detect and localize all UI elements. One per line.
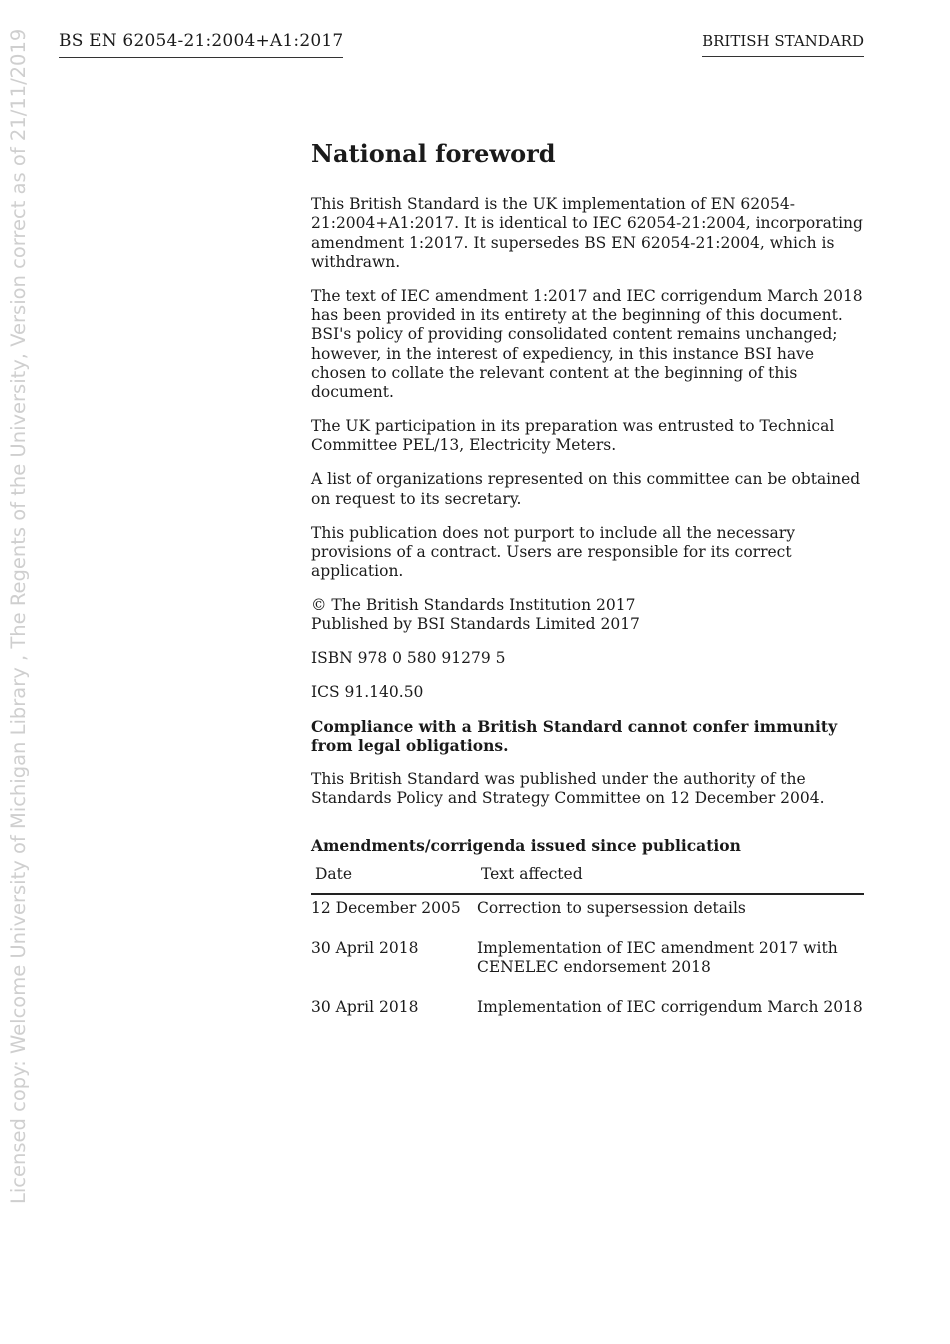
amendments-title: Amendments/corrigenda issued since publication	[311, 835, 741, 855]
row-text-affected: Implementation of IEC amendment 2017 with CENELEC endorsement 2018	[477, 938, 838, 976]
row-text-affected: Correction to supersession details	[477, 898, 746, 917]
table-row	[311, 994, 864, 1034]
paragraph-participation: The UK participation in its preparation was entrusted to Technical Committee PEL/13, Electricity Meters.	[311, 417, 835, 455]
authority-statement: This British Standard was published under the authority of the Standards Policy and Strategy Committee on 12 December 2004.	[311, 770, 825, 808]
isbn: ISBN 978 0 580 91279 5	[311, 649, 506, 668]
table-row	[311, 935, 864, 994]
license-watermark: Licensed copy: Welcome University of Michigan Library , The Regents of the University, Version correct as of 21/11/2019	[7, 28, 30, 1204]
row-date: 30 April 2018	[311, 997, 419, 1016]
paragraph-amendment-text: The text of IEC amendment 1:2017 and IEC corrigendum March 2018 has been provided in its entirety at the beginning of this document. BSI's policy of providing consolidated content remains unchanged; however, in the interest of expediency, in this instance BSI have chosen to collate the relevant content at the beginning of this document.	[311, 286, 863, 402]
document-id: BS EN 62054-21:2004+A1:2017	[59, 31, 343, 58]
copyright-line: © The British Standards Institution 2017	[311, 596, 636, 615]
table-header-row	[311, 863, 864, 894]
copyright-block	[311, 596, 871, 635]
column-header-date: Date	[311, 863, 477, 894]
series-label: BRITISH STANDARD	[702, 32, 864, 57]
paragraph-disclaimer: This publication does not purport to include all the necessary provisions of a contract. Users are responsible for its correct application.	[311, 523, 795, 581]
column-header-text-affected: Text affected	[477, 863, 864, 894]
ics-code: ICS 91.140.50	[311, 683, 424, 702]
page-title: National foreword	[311, 139, 556, 168]
row-date: 30 April 2018	[311, 938, 419, 957]
paragraph-implementation: This British Standard is the UK implementation of EN 62054-21:2004+A1:2017. It is identical to IEC 62054-21:2004, incorporating amendment 1:2017. It supersedes BS EN 62054-21:2004, which is withdrawn.	[311, 195, 863, 271]
foreword-content	[311, 138, 871, 1034]
row-date: 12 December 2005	[311, 898, 461, 917]
compliance-notice: Compliance with a British Standard cannot confer immunity from legal obligations.	[311, 716, 838, 756]
table-row	[311, 894, 864, 935]
amendments-table	[311, 863, 864, 1034]
row-text-affected: Implementation of IEC corrigendum March 2018	[477, 997, 863, 1016]
publisher-line: Published by BSI Standards Limited 2017	[311, 615, 640, 634]
paragraph-organizations: A list of organizations represented on this committee can be obtained on request to its secretary.	[311, 470, 861, 508]
